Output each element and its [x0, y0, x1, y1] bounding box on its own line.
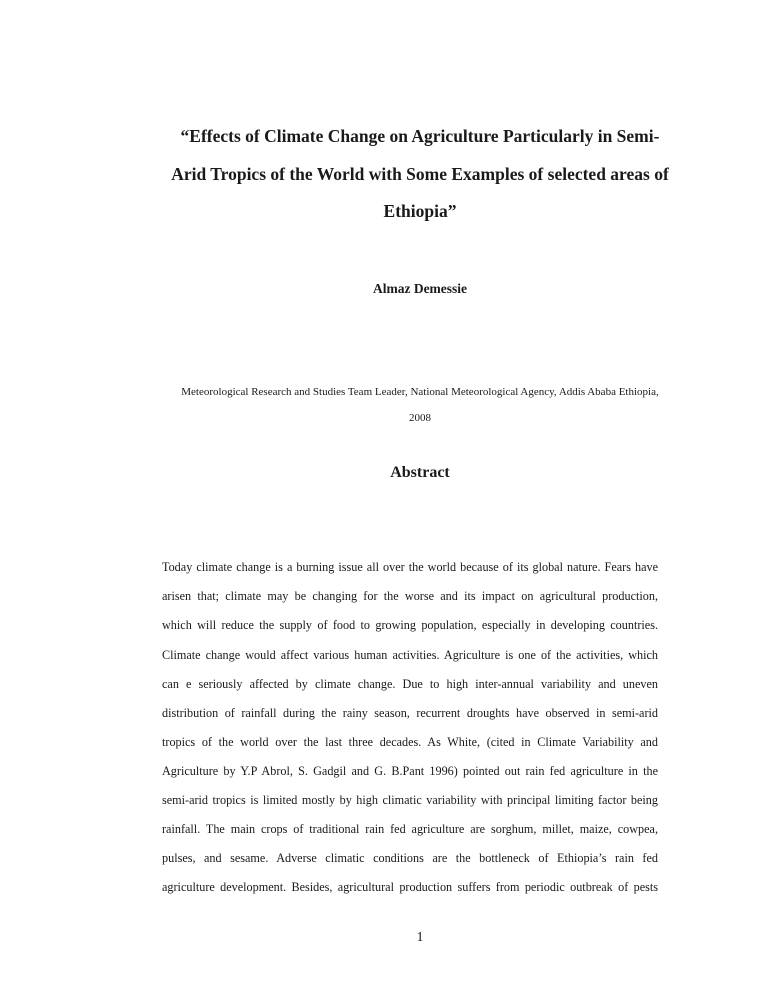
- affiliation-year: 2008: [409, 412, 431, 424]
- affiliation-line-1: Meteorological Research and Studies Team Leader, National Meteorological Agency, Addis Ababa Ethiopia,: [181, 386, 659, 398]
- abstract-line: Climate change would affect various human activities. Agriculture is one of the activities, which: [162, 648, 658, 662]
- author-name: Almaz Demessie: [372, 281, 468, 296]
- abstract-line: semi-arid tropics is limited mostly by high climatic variability with principal limiting factor being: [162, 793, 658, 807]
- abstract-line: agriculture development. Besides, agricultural production suffers from periodic outbreak of pests: [162, 880, 658, 894]
- abstract-line: tropics of the world over the last three decades. As White, (cited in Climate Variability and: [162, 735, 658, 749]
- abstract-line: Today climate change is a burning issue all over the world because of its global nature. Fears have: [162, 560, 658, 574]
- abstract-line: Agriculture by Y.P Abrol, S. Gadgil and G. B.Pant 1996) pointed out rain fed agriculture in the: [162, 764, 658, 778]
- abstract-line: pulses, and sesame. Adverse climatic conditions are the bottleneck of Ethiopia’s rain fed: [162, 851, 658, 865]
- abstract-line: arisen that; climate may be changing for the worse and its impact on agricultural production,: [162, 589, 658, 603]
- abstract-line: which will reduce the supply of food to growing population, especially in developing countries.: [162, 618, 658, 632]
- title-line-1: “Effects of Climate Change on Agriculture Particularly in Semi-: [180, 126, 660, 146]
- title-line-2: Arid Tropics of the World with Some Examples of selected areas of: [171, 164, 669, 184]
- abstract-line: rainfall. The main crops of traditional rain fed agriculture are sorghum, millet, maize, cowpea,: [162, 822, 658, 836]
- abstract-line: distribution of rainfall during the rainy season, recurrent droughts have observed in semi-arid: [162, 706, 658, 720]
- page-number: 1: [416, 930, 424, 945]
- abstract-line: can e seriously affected by climate change. Due to high inter-annual variability and uneven: [162, 677, 658, 691]
- abstract-heading: Abstract: [390, 464, 450, 481]
- title-line-3: Ethiopia”: [383, 201, 457, 221]
